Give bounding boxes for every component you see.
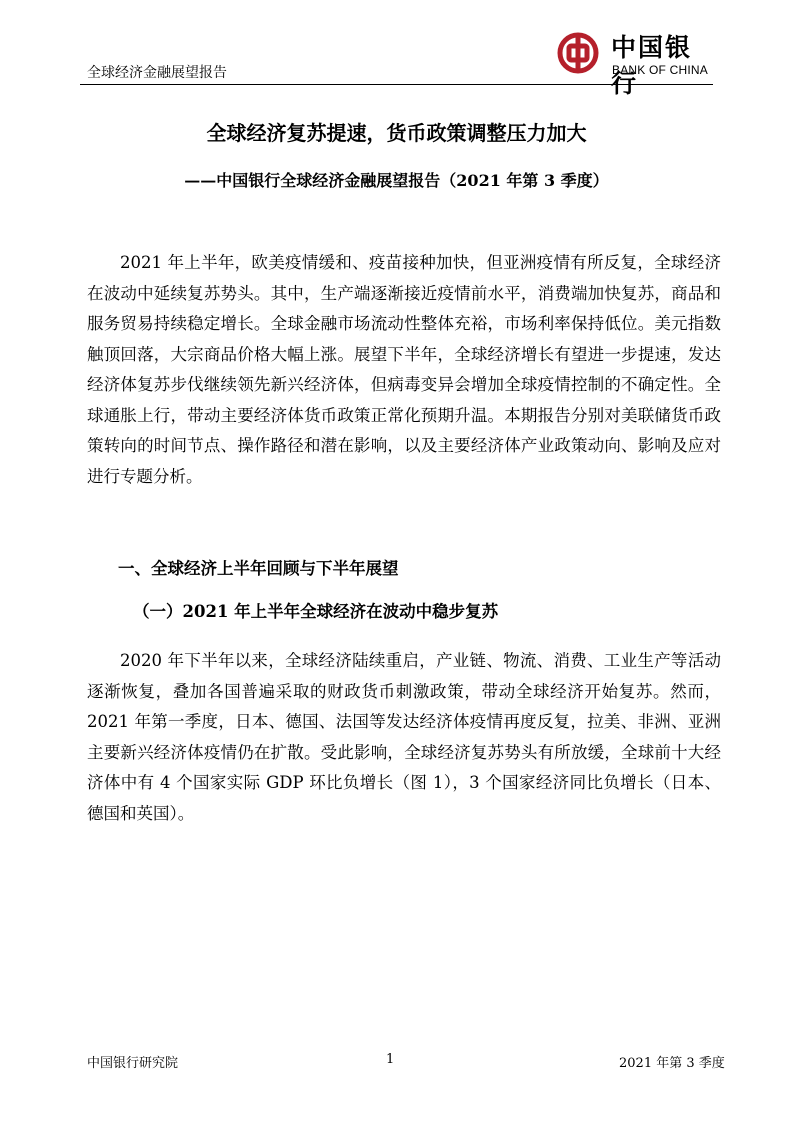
subsection-heading: （一）2021 年上半年全球经济在波动中稳步复苏: [133, 602, 499, 621]
intro-paragraph: [87, 248, 721, 492]
footer-page-number: 1: [386, 1052, 395, 1067]
body-paragraph-text: 2020 年下半年以来，全球经济陆续重启，产业链、物流、消费、工业生产等活动逐渐恢复，叠加各国普遍采取的财政货币刺激政策，带动全球经济开始复苏。然而，2021 年第一季度，日本、德国、法国等发达经济体疫情再度反复，拉美、非洲、亚洲主要新兴经济体疫情仍在扩散。受此影响，全球经济复苏势头有所放缓，全球前十大经济体中有 4 个国家实际 GDP 环比负增长（图 1），3 个国家经济同比负增长（日本、德国和英国）。: [87, 651, 721, 823]
logo-name-en: BANK OF CHINA: [612, 63, 708, 77]
header-report-name: 全球经济金融展望报告: [87, 65, 227, 81]
logo-name-cn: 中国银行: [611, 33, 693, 98]
document-title: 全球经济复苏提速，货币政策调整压力加大: [206, 121, 587, 145]
document-subtitle: ——中国银行全球经济金融展望报告（2021 年第 3 季度）: [184, 171, 609, 190]
body-paragraph: [87, 646, 721, 829]
intro-paragraph-text: 2021 年上半年，欧美疫情缓和、疫苗接种加快，但亚洲疫情有所反复，全球经济在波动中延续复苏势头。其中，生产端逐渐接近疫情前水平，消费端加快复苏，商品和服务贸易持续稳定增长。全球金融市场流动性整体充裕，市场利率保持低位。美元指数触顶回落，大宗商品价格大幅上涨。展望下半年，全球经济增长有望进一步提速，发达经济体复苏步伐继续领先新兴经济体，但病毒变异会增加全球疫情控制的不确定性。全球通胀上行，带动主要经济体货币政策正常化预期升温。本期报告分别对美联储货币政策转向的时间节点、操作路径和潜在影响，以及主要经济体产业政策动向、影响及应对进行专题分析。: [87, 253, 721, 486]
section-heading: 一、全球经济上半年回顾与下半年展望: [118, 559, 399, 578]
footer-period: 2021 年第 3 季度: [619, 1056, 725, 1071]
bank-of-china-emblem-icon: [557, 32, 599, 74]
bank-of-china-logo: [557, 26, 717, 98]
footer-institute: 中国银行研究院: [87, 1056, 179, 1071]
